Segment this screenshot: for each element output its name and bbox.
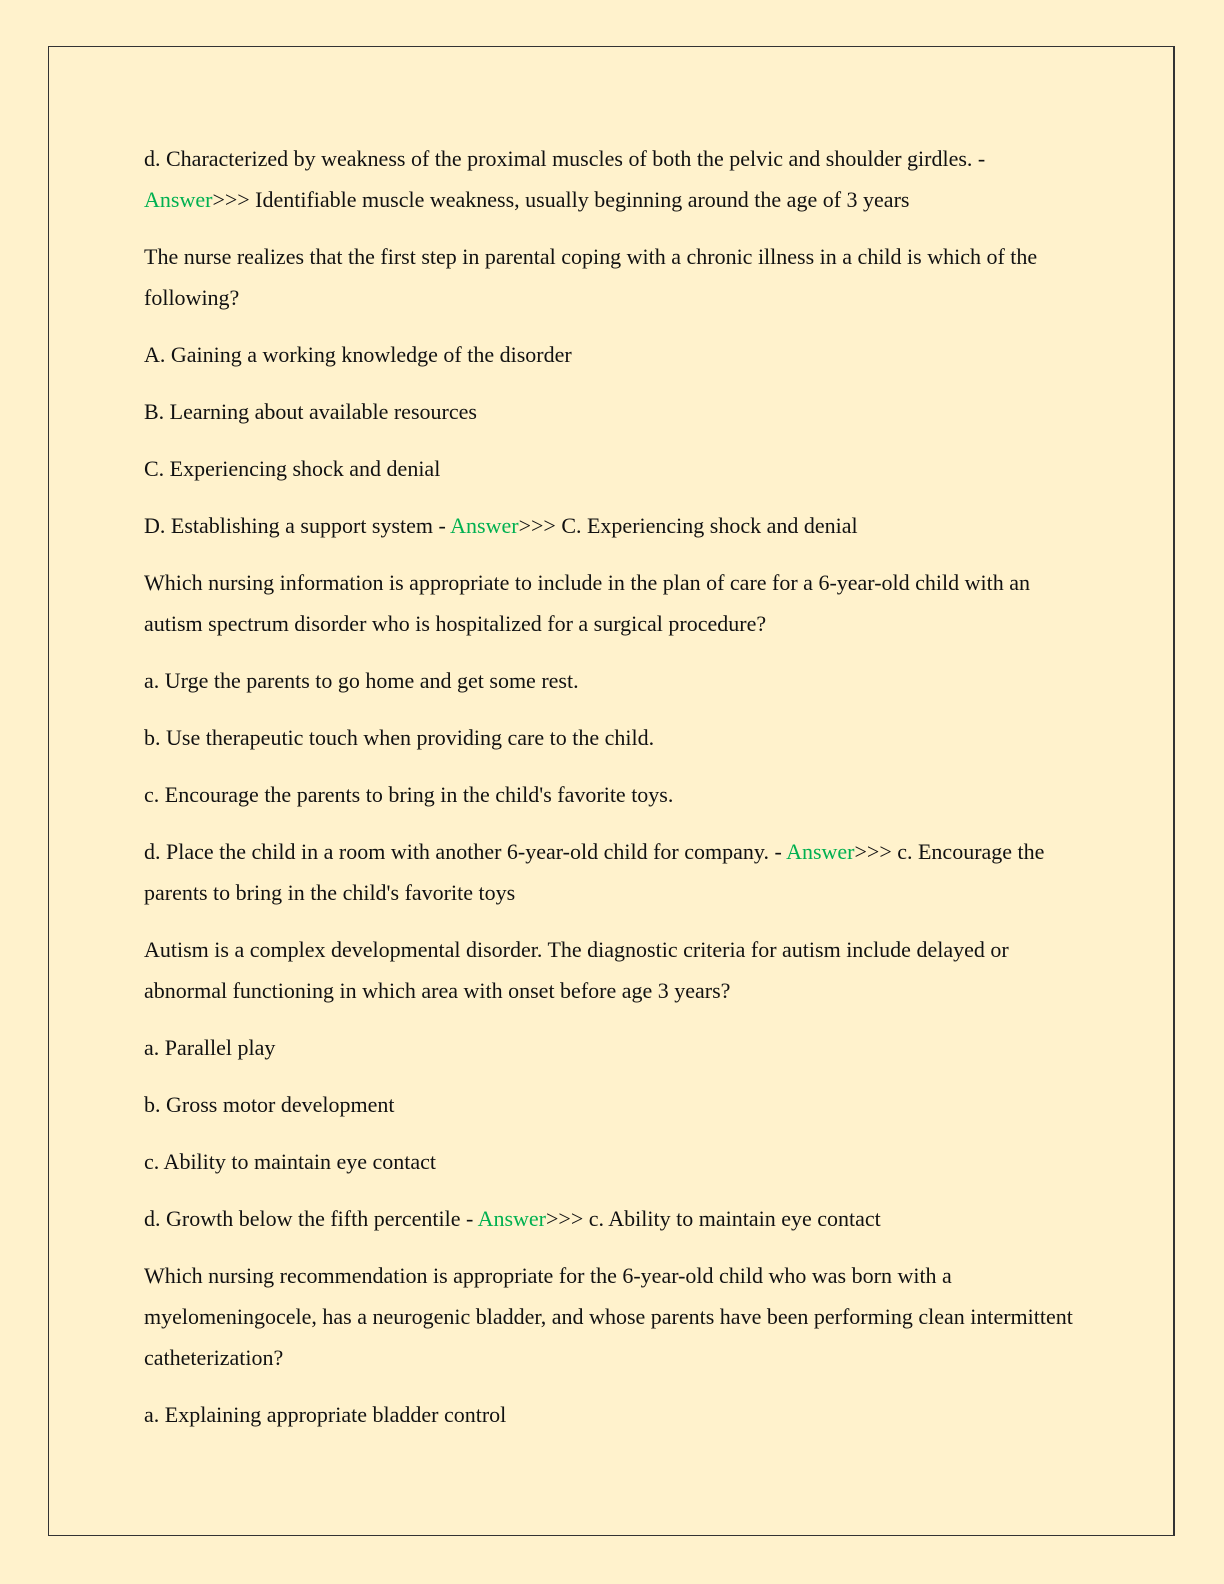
option-text: A. Gaining a working knowledge of the disorder [144,342,572,367]
answer-paragraph [144,138,1084,220]
question-text: Autism is a complex developmental disorder. The diagnostic criteria for autism include delayed or abnormal functioning in which area with onset before age 3 years? [144,937,1009,1003]
question-paragraph [144,236,1084,318]
question-paragraph [144,1255,1084,1378]
answer-label: Answer [477,1206,547,1231]
answer-text: >>> c. Ability to maintain eye contact [546,1206,881,1231]
answer-text: >>> Identifiable muscle weakness, usually beginning around the age of 3 years [212,187,910,212]
option-text: b. Gross motor development [144,1092,395,1117]
option-paragraph [144,774,1084,815]
option-paragraph [144,1141,1084,1182]
option-text: c. Encourage the parents to bring in the child's favorite toys. [144,782,674,807]
option-text: B. Learning about available resources [144,399,477,424]
answer-label: Answer [786,839,855,864]
option-text: D. Establishing a support system - [144,513,451,538]
question-text: Which nursing information is appropriate to include in the plan of care for a 6-year-old child with an autism spectrum disorder who is hospitalized for a surgical procedure? [144,570,1030,636]
option-paragraph [144,391,1084,432]
answer-text: >>> C. Experiencing shock and denial [518,513,858,538]
option-paragraph [144,1394,1084,1435]
answer-paragraph [144,505,1084,546]
option-paragraph [144,334,1084,375]
option-text: a. Explaining appropriate bladder control [144,1402,507,1427]
answer-label: Answer [450,513,519,538]
option-paragraph [144,717,1084,758]
question-text: The nurse realizes that the first step in parental coping with a chronic illness in a child is which of the following? [144,244,1038,310]
question-paragraph [144,562,1084,644]
option-paragraph [144,660,1084,701]
document-body [144,138,1084,1451]
option-paragraph [144,448,1084,489]
option-text: a. Parallel play [144,1035,276,1060]
answer-paragraph [144,1198,1084,1239]
option-paragraph [144,1084,1084,1125]
question-text: d. Characterized by weakness of the proximal muscles of both the pelvic and shoulder girdles. - [144,146,986,171]
option-text: d. Place the child in a room with another 6-year-old child for company. - [144,839,787,864]
question-text: Which nursing recommendation is appropriate for the 6-year-old child who was born with a myelomeningocele, has a neurogenic bladder, and whose parents have been performing clean intermittent catheterization? [144,1263,1073,1370]
option-text: a. Urge the parents to go home and get some rest. [144,668,579,693]
option-text: c. Ability to maintain eye contact [144,1149,437,1174]
option-text: d. Growth below the fifth percentile - [144,1206,478,1231]
answer-label: Answer [144,187,213,212]
option-paragraph [144,1027,1084,1068]
option-text: b. Use therapeutic touch when providing care to the child. [144,725,655,750]
option-text: C. Experiencing shock and denial [144,456,441,481]
answer-text: >>> c. Encourage the parents to bring in the child's favorite toys [144,839,1045,905]
question-paragraph [144,929,1084,1011]
answer-paragraph [144,831,1084,913]
